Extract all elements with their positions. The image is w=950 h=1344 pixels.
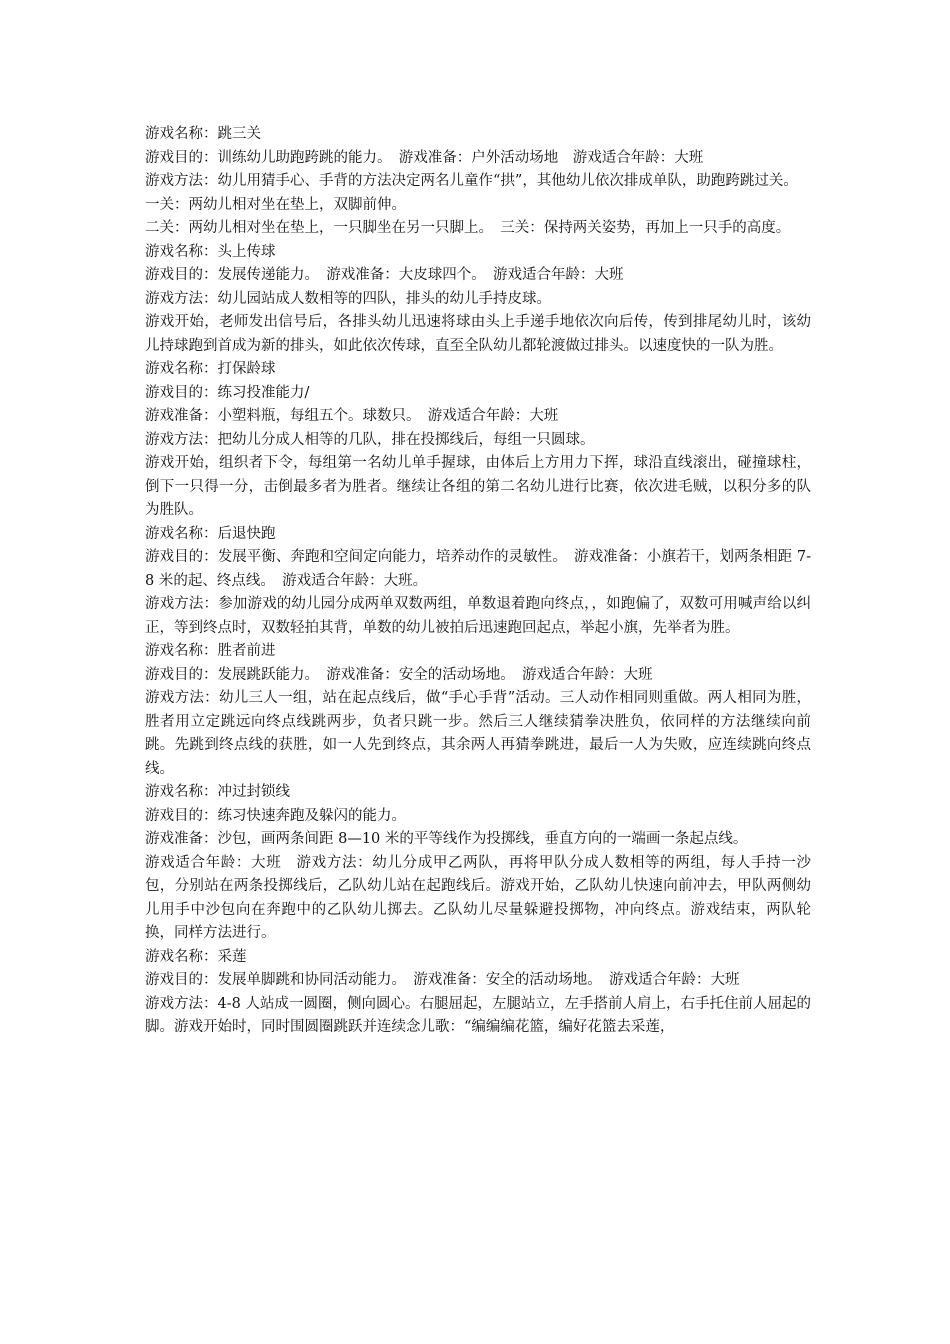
game-method-paragraph: 游戏方法：幼儿三人一组，站在起点线后，做“手心手背”活动。三人动作相同则重做。两人相同为胜，胜者用立定跳远向终点线跳两步，负者只跳一步。然后三人继续猜拳决胜负，依同样的方法继续向前跳。先跳到终点线的获胜，如一人先到终点，其余两人再猜拳跳进，最后一人为失败，应连续跳向终点线。 xyxy=(145,690,811,777)
game-title-head-pass: 游戏名称：头上传球 xyxy=(145,243,276,260)
game-title-bowling: 游戏名称：打保龄球 xyxy=(145,361,276,377)
game-title-lotus: 游戏名称：采莲 xyxy=(145,948,247,965)
document-page xyxy=(145,123,811,1040)
game-title-backward-run: 游戏名称：后退快跑 xyxy=(145,525,276,542)
game-title-tiao-san-guan: 游戏名称：跳三关 xyxy=(145,126,261,142)
game-method-paragraph: 游戏方法：参加游戏的幼儿园分成两单双数两组，单数退着跑向终点，，如跑偏了，双数可用喊声给以纠正，等到终点时，双数轻拍其背，单数的幼儿被拍后迅速跑回起点，举起小旗，先举者为胜。 xyxy=(145,596,811,636)
game-preparation-line: 游戏准备：沙包，画两条间距 8—10 米的平等线作为投掷线，垂直方向的一端画一条起点线。 xyxy=(145,831,748,847)
game-method-paragraph: 游戏适合年龄：大班 游戏方法：幼儿分成甲乙两队，再将甲队分成人数相等的两组，每人手持一沙包，分别站在两条投掷线后，乙队幼儿站在起跑线后。游戏开始，乙队幼儿快速向前冲去，甲队两侧幼儿用手中沙包向在奔跑中的乙队幼儿掷去。乙队幼儿尽量躲避投掷物，冲向终点。游戏结束，两队轮换，同样方法进行。 xyxy=(145,854,811,941)
game-method-paragraph: 游戏方法：幼儿用猜手心、手背的方法决定两名儿童作“拱”，其他幼儿依次排成单队，助跑跨跳过关。 xyxy=(145,173,798,189)
game-purpose-line: 游戏目的：练习快速奔跑及躲闪的能力。 xyxy=(145,807,406,824)
game-purpose-line: 游戏目的：发展平衡、奔跑和空间定向能力，培养动作的灵敏性。 游戏准备：小旗若干，划两条相距 7-8 米的起、终点线。 游戏适合年龄：大班。 xyxy=(145,549,811,589)
game-start-paragraph: 游戏开始，组织者下令，每组第一名幼儿单手握球，由体后上方用力下挥，球沿直线滚出，碰撞球柱，倒下一只得一分，击倒最多者为胜者。继续让各组的第二名幼儿进行比赛，依次进毛贼，以积分多的队为胜队。 xyxy=(145,455,811,518)
game-title-winner-advance: 游戏名称：胜者前进 xyxy=(145,643,276,659)
game-purpose-line: 游戏目的：练习投准能力/ xyxy=(145,384,310,401)
game-purpose-line: 游戏目的：训练幼儿助跑跨跳的能力。 游戏准备：户外活动场地 游戏适合年龄：大班 xyxy=(145,149,704,166)
game-purpose-line: 游戏目的：发展跳跃能力。 游戏准备：安全的活动场地。 游戏适合年龄：大班 xyxy=(145,666,653,683)
game-method-paragraph: 游戏方法：把幼儿分成人相等的几队，排在投掷线后，每组一只圆球。 xyxy=(145,431,595,448)
game-purpose-line: 游戏目的：发展传递能力。 游戏准备：大皮球四个。 游戏适合年龄：大班 xyxy=(145,267,624,283)
level-two-three-paragraph: 二关：两幼儿相对坐在垫上，一只脚坐在另一只脚上。 三关：保持两关姿势，再加上一只手的高度。 xyxy=(145,220,791,236)
game-title-blockade: 游戏名称：冲过封锁线 xyxy=(145,784,290,800)
game-method-paragraph: 游戏方法：4-8 人站成一圆圈，侧向圆心。右腿屈起，左腿站立，左手搭前人肩上，右手托住前人屈起的脚。游戏开始时，同时围圆圈跳跃并连续念儿歌：“编编编花篮，编好花篮去采莲， xyxy=(145,995,811,1035)
level-one-paragraph: 一关：两幼儿相对坐在垫上，双脚前伸。 xyxy=(145,196,406,213)
game-preparation-line: 游戏准备：小塑料瓶，每组五个。球数只。 游戏适合年龄：大班 xyxy=(145,408,559,424)
game-method-paragraph: 游戏方法：幼儿园站成人数相等的四队，排头的幼儿手持皮球。 xyxy=(145,290,551,307)
game-purpose-line: 游戏目的：发展单脚跳和协同活动能力。 游戏准备：安全的活动场地。 游戏适合年龄：大班 xyxy=(145,972,740,988)
game-start-paragraph: 游戏开始，老师发出信号后，各排头幼儿迅速将球由头上手递手地依次向后传，传到排尾幼儿时，该幼儿持球跑到首成为新的排头，如此依次传球，直至全队幼儿都轮渡做过排头。以速度快的一队为胜。 xyxy=(145,314,811,354)
